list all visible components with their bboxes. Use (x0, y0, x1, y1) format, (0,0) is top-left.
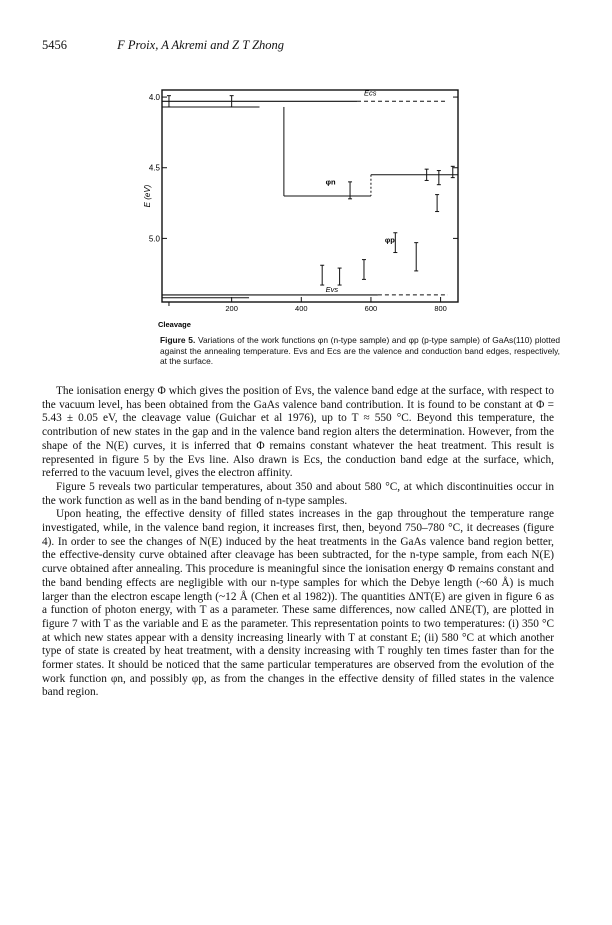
y-axis-label: E (eV) (143, 184, 152, 208)
caption-label: Figure 5. (160, 335, 196, 345)
phin-label: φn (325, 177, 336, 187)
y-tick-label: 5.0 (148, 234, 160, 244)
y-tick-label: 4.0 (148, 93, 160, 103)
x-tick-label: 600 (364, 304, 378, 313)
phip-label: φp (384, 235, 395, 245)
author-line: F Proix, A Akremi and Z T Zhong (117, 38, 285, 52)
y-tick-label: 4.5 (148, 163, 160, 173)
caption-text: Variations of the work functions φn (n-type sample) and φp (p-type sample) of GaAs(110) plotted against the annealing temperature. Evs and Ecs are the valence and conduction band edges, respectively, at the surface. (160, 335, 561, 367)
evs-label: Evs (325, 284, 339, 294)
paragraph-2: Figure 5 reveals two particular temperatures, about 350 and about 580 °C, at which discontinuities occur in the work function as well as in the band bending of n-type samples. (42, 480, 554, 507)
x-tick-label: 200 (225, 304, 238, 313)
plot-area (143, 88, 458, 329)
paragraph-1: The ionisation energy Φ which gives the position of Evs, the valence band edge at the surface, with respect to the vacuum level, has been obtained from the GaAs valence band contribution. It is found to be constant at Φ = 5.43 ± 0.05 eV, the cleavage value (Guichar et al 1976), up to T ≈ 550 °C. Beyond this temperature, the contribution of new states in the gap and in the valence band region alters the determination. However, from the shape of the N(E) curves, it is inferred that Φ remains constant whatever the heat treatment. This result is represented in figure 5 by the Evs line. Also drawn is Ecs, the conduction band edge at the surface, which, referred to the vacuum level, gives the electron affinity. (42, 385, 554, 480)
ecs-label: Ecs (363, 88, 377, 98)
x-tick-label: 400 (295, 304, 308, 313)
body-text (42, 385, 554, 700)
cleavage-label: Cleavage (158, 320, 191, 329)
running-header (42, 38, 562, 53)
figure-5-chart (140, 72, 480, 337)
figure-caption (160, 335, 560, 367)
x-tick-label: 800 (434, 304, 447, 313)
paragraph-3: Upon heating, the effective density of filled states increases in the gap throughout the temperature range investigated, while, in the valence band region, it increases first, then, beyond 750–780 °C, it decreases (figure 4). In order to see the changes of N(E) induced by the heat treatments in the GaAs valence band region better, the effective-density curve obtained after cleavage has been subtracted, for the n-type sample, from each N(E) curve obtained after annealing. This procedure is meaningful since the ionisation energy Φ remains constant and the band bending effects are negligible with our n-type samples for which the Debye length (~60 Å) is much larger than the electron escape length (~12 Å (Chen et al 1982)). The quantities ΔNT(E) are given in figure 6 as a function of photon energy, with T as a parameter. These same differences, now called ΔNE(T), are plotted in figure 7 with T as the variable and E as the parameter. This representation points to two temperatures: (i) 350 °C at which new states appear with a density increasing linearly with T at constant E; (ii) 580 °C at which another type of state is created by heat treatment, with a density increasing with T roughly ten times faster than for the former states. It should be noticed that the same particular temperatures are observed from the evolution of the work function φn, and possibly φp, as from the changes in the effective density of filled states in the valence band region. (42, 508, 554, 699)
page-number: 5456 (42, 38, 67, 52)
